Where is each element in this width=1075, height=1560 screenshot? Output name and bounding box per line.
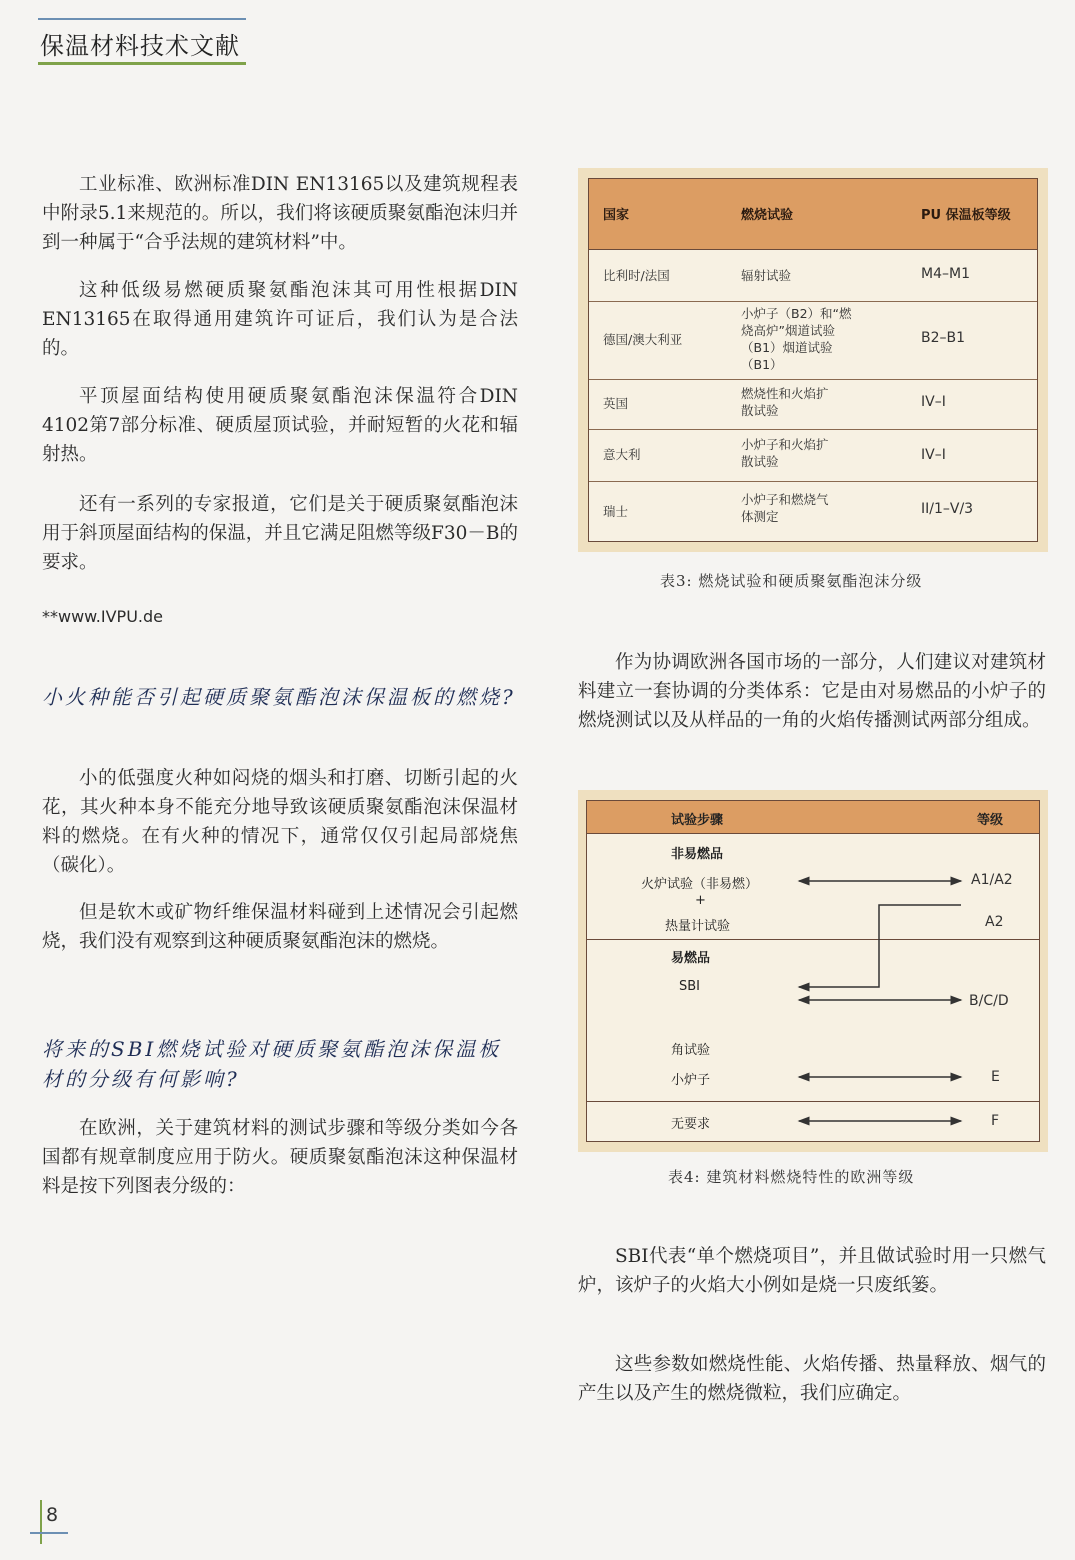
left-paragraph-3: 平顶屋面结构使用硬质聚氨酯泡沫保温符合DIN 4102第7部分标准、硬质屋顶试验，并耐短暂的火花和辐射热。 bbox=[42, 386, 518, 465]
furnace-test-label: 火炉试验（非易燃） bbox=[641, 877, 759, 892]
noncombustible-label: 非易燃品 bbox=[671, 847, 724, 862]
calorimeter-label: 热量计试验 bbox=[665, 919, 731, 934]
table3-cell-country: 意大利 bbox=[603, 447, 641, 462]
grade-a1a2: A1/A2 bbox=[971, 872, 1013, 888]
table4-arrows bbox=[587, 801, 1041, 1143]
corner-test-label: 角试验 bbox=[671, 1043, 711, 1058]
header-rule-top bbox=[38, 18, 246, 20]
table3-row bbox=[589, 249, 1037, 302]
right-paragraph-3: 这些参数如燃烧性能、火焰传播、热量释放、烟气的产生以及产生的燃烧微粒，我们应确定。 bbox=[578, 1354, 1046, 1404]
table3-cell-country: 瑞士 bbox=[603, 504, 629, 519]
table4-frame bbox=[578, 790, 1048, 1152]
table4-caption: 表4: 建筑材料燃烧特性的欧洲等级 bbox=[668, 1168, 915, 1186]
table4-header-grade: 等级 bbox=[977, 813, 1004, 828]
page-number: 8 bbox=[46, 1504, 59, 1526]
table3-cell-test: 小炉子（B2）和“燃烧高炉”烟道试验（B1）烟道试验（B1） bbox=[741, 306, 852, 372]
left-paragraph-1: 工业标准、欧洲标准DIN EN13165以及建筑规程表中附录5.1来规范的。所以，我们将该硬质聚氨酯泡沫归并到一种属于“合乎法规的建筑材料”中。 bbox=[42, 174, 518, 253]
table3-cell-test: 燃烧性和火焰扩散试验 bbox=[741, 386, 829, 418]
small-furnace-label: 小炉子 bbox=[671, 1073, 711, 1088]
table3-cell-test: 小炉子和火焰扩散试验 bbox=[741, 437, 829, 469]
right-paragraph-2: SBI代表“单个燃烧项目”，并且做试验时用一只燃气炉，该炉子的火焰大小例如是烧一只废纸篓。 bbox=[578, 1246, 1046, 1296]
table3-row bbox=[589, 481, 1037, 541]
page-number-rule bbox=[30, 1532, 68, 1534]
table3-cell-grade: M4–M1 bbox=[921, 266, 970, 282]
table3-cell-country: 比利时/法国 bbox=[603, 268, 670, 283]
table3-header-country: 国家 bbox=[603, 208, 630, 223]
grade-a2: A2 bbox=[985, 914, 1004, 930]
table3-cell-test: 辐射试验 bbox=[741, 268, 792, 283]
table3-row bbox=[589, 379, 1037, 430]
section-heading-1: 小火种能否引起硬质聚氨酯泡沫保温板的燃烧? bbox=[42, 685, 516, 709]
left-paragraph-2: 这种低级易燃硬质聚氨酯泡沫其可用性根据DIN EN13165在取得通用建筑许可证后，我们认为是合法的。 bbox=[42, 280, 518, 359]
left-paragraph-7: 在欧洲，关于建筑材料的测试步骤和等级分类如今各国都有规章制度应用于防火。硬质聚氨酯泡沫这种保温材料是按下列图表分级的： bbox=[42, 1118, 518, 1197]
table4-header-step: 试验步骤 bbox=[671, 813, 724, 828]
table3-cell-grade: IV–I bbox=[921, 447, 946, 463]
left-paragraph-4: 还有一系列的专家报道，它们是关于硬质聚氨酯泡沫用于斜顶屋面结构的保温，并且它满足阻燃等级F30－B的要求。 bbox=[42, 494, 518, 573]
table4 bbox=[586, 800, 1040, 1142]
right-paragraph-1: 作为协调欧洲各国市场的一部分，人们建议对建筑材料建立一套协调的分类体系：它是由对易燃品的小炉子的燃烧测试以及从样品的一角的火焰传播测试两部分组成。 bbox=[578, 652, 1046, 731]
page-number-mark bbox=[40, 1500, 42, 1544]
grade-bcd: B/C/D bbox=[969, 993, 1009, 1009]
table3-row bbox=[589, 429, 1037, 482]
sbi-label: SBI bbox=[679, 979, 701, 994]
table3-cell-grade: B2–B1 bbox=[921, 330, 966, 346]
left-paragraph-5: 小的低强度火种如闷烧的烟头和打磨、切断引起的火花，其火种本身不能充分地导致该硬质聚氨酯泡沫保温材料的燃烧。在有火种的情况下，通常仅仅引起局部烧焦（碳化）。 bbox=[42, 768, 518, 876]
table3-caption: 表3: 燃烧试验和硬质聚氨酯泡沫分级 bbox=[660, 572, 923, 590]
header-rule-bottom bbox=[38, 62, 246, 65]
grade-e: E bbox=[991, 1069, 1000, 1085]
plus-label: + bbox=[695, 893, 706, 908]
table3-header-test: 燃烧试验 bbox=[741, 208, 794, 223]
table3 bbox=[588, 178, 1038, 542]
table3-cell-grade: IV–I bbox=[921, 394, 946, 410]
footnote: **www.IVPU.de bbox=[42, 607, 163, 626]
table3-header-grade: PU 保温板等级 bbox=[921, 208, 1011, 223]
section-heading-2: 将来的SBI燃烧试验对硬质聚氨酯泡沫保温板材的分级有何影响? bbox=[42, 1037, 502, 1091]
table3-cell-grade: II/1–V/3 bbox=[921, 501, 974, 517]
grade-f: F bbox=[991, 1113, 1000, 1129]
table3-header bbox=[589, 179, 1037, 250]
table3-cell-test: 小炉子和燃烧气体测定 bbox=[741, 492, 829, 524]
left-paragraph-6: 但是软木或矿物纤维保温材料碰到上述情况会引起燃烧，我们没有观察到这种硬质聚氨酯泡沫的燃烧。 bbox=[42, 902, 518, 952]
table3-cell-country: 英国 bbox=[603, 396, 629, 411]
table3-row bbox=[589, 301, 1037, 380]
table3-frame bbox=[578, 168, 1048, 552]
page-title: 保温材料技术文献 bbox=[40, 32, 240, 60]
combustible-label: 易燃品 bbox=[671, 951, 711, 966]
arrow-calorimeter-link bbox=[799, 905, 961, 987]
no-requirement-label: 无要求 bbox=[671, 1117, 711, 1132]
table3-cell-country: 德国/澳大利亚 bbox=[603, 332, 683, 347]
